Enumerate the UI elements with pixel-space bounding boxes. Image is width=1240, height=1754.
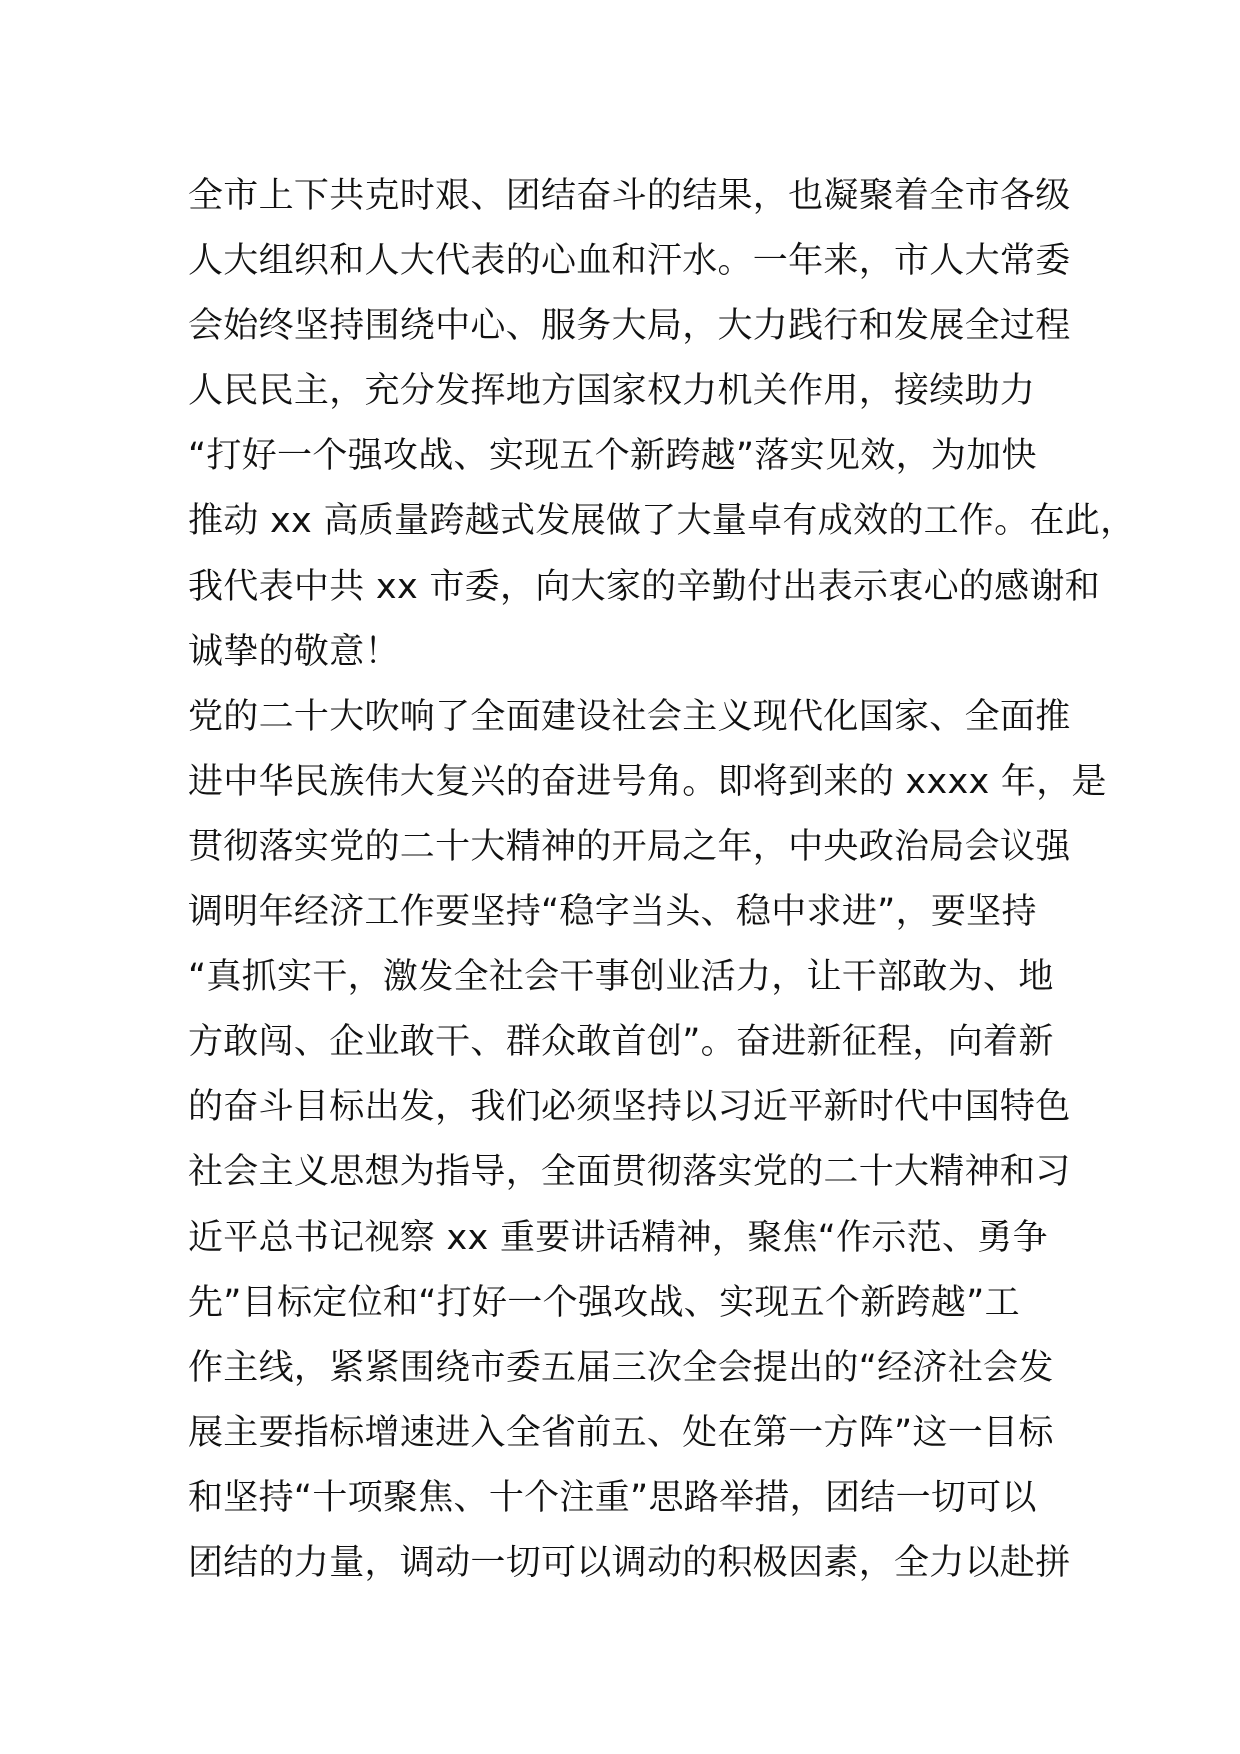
- text-line: 党的二十大吹响了全面建设社会主义现代化国家、全面推: [188, 696, 1071, 737]
- text-line: 我代表中共 xx 市委，向大家的辛勤付出表示衷心的感谢和: [188, 566, 1101, 607]
- text-line: “真抓实干，激发全社会干事创业活力，让干部敢为、地: [188, 957, 1054, 998]
- text-line: 近平总书记视察 xx 重要讲话精神，聚焦“作示范、勇争: [188, 1217, 1048, 1258]
- text-line: 先”目标定位和“打好一个强攻战、实现五个新跨越”工: [188, 1282, 1020, 1323]
- text-line: 方敢闯、企业敢干、群众敢首创”。奋进新征程，向着新: [188, 1022, 1054, 1063]
- text-line: 和坚持“十项聚焦、十个注重”思路举措，团结一切可以: [188, 1477, 1037, 1518]
- text-line: 人大组织和人大代表的心血和汗水。一年来，市人大常委: [188, 241, 1071, 282]
- text-line: 进中华民族伟大复兴的奋进号角。即将到来的 xxxx 年，是: [188, 761, 1107, 802]
- text-line: 作主线，紧紧围绕市委五届三次全会提出的“经济社会发: [188, 1347, 1054, 1388]
- text-line: 调明年经济工作要坚持“稳字当头、稳中求进”，要坚持: [188, 892, 1037, 933]
- body-text: [188, 164, 1136, 1596]
- text-line: 贯彻落实党的二十大精神的开局之年，中央政治局会议强: [188, 826, 1071, 867]
- text-line: 会始终坚持围绕中心、服务大局，大力践行和发展全过程: [188, 306, 1071, 347]
- text-line: 推动 xx 高质量跨越式发展做了大量卓有成效的工作。在此，: [188, 501, 1136, 542]
- text-line: “打好一个强攻战、实现五个新跨越”落实见效，为加快: [188, 436, 1037, 477]
- text-line: 人民民主，充分发挥地方国家权力机关作用，接续助力: [188, 371, 1036, 412]
- text-line: 全市上下共克时艰、团结奋斗的结果，也凝聚着全市各级: [188, 176, 1071, 216]
- text-line: 展主要指标增速进入全省前五、处在第一方阵”这一目标: [188, 1412, 1054, 1453]
- text-line: 诚挚的敬意！: [188, 631, 400, 672]
- text-line: 的奋斗目标出发，我们必须坚持以习近平新时代中国特色: [188, 1087, 1071, 1128]
- text-line: 团结的力量，调动一切可以调动的积极因素，全力以赴拼: [188, 1542, 1071, 1583]
- text-line: 社会主义思想为指导，全面贯彻落实党的二十大精神和习: [188, 1152, 1071, 1193]
